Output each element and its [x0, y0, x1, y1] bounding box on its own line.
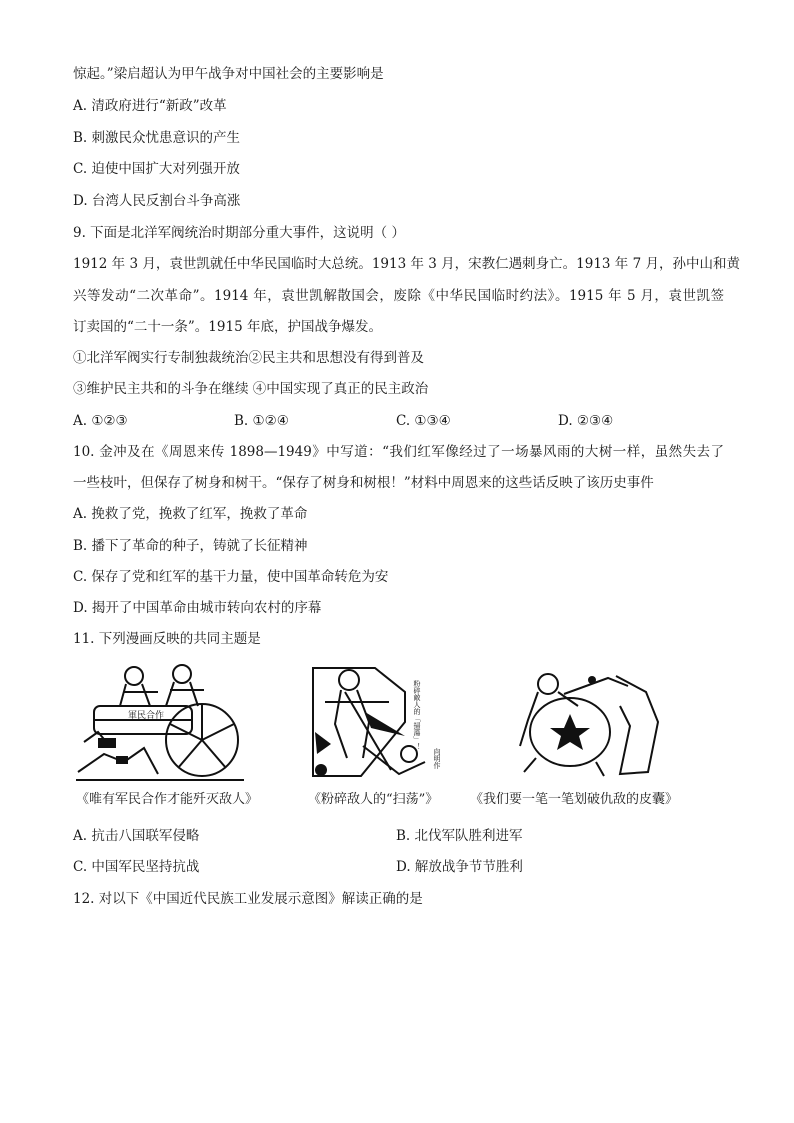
q12-stem: 12. 对以下《中国近代民族工业发展示意图》解读正确的是 [73, 891, 423, 907]
cartoon-3-caption: 《我们要一笔一笔划破仇敌的皮囊》 [470, 792, 679, 807]
q10-option-b: B. 播下了革命的种子，铸就了长征精神 [73, 538, 308, 554]
q10-stem-line-2: 一些枝叶，但保存了树身和树干。“保存了树身和树根！”材料中周恩来的这些话反映了该历史事件 [73, 475, 654, 491]
q11-option-c: C. 中国军民坚持抗战 [73, 859, 200, 875]
q10-option-a: A. 挽救了党，挽救了红军，挽救了革命 [73, 506, 308, 522]
q9-statement-2: ③维护民主共和的斗争在继续 ④中国实现了真正的民主政治 [73, 381, 429, 397]
q8-option-b: B. 刺激民众忧患意识的产生 [73, 130, 241, 146]
q11-option-d: D. 解放战争节节胜利 [396, 859, 523, 875]
cartoon-2-caption: 《粉碎敌人的“扫荡”》 [308, 792, 439, 807]
q11-option-a: A. 抗击八国联军侵略 [73, 828, 200, 844]
cartoon-1-inner-text: 軍民合作 [128, 711, 165, 721]
q9-stem: 9. 下面是北洋军阀统治时期部分重大事件，这说明（ ） [73, 225, 405, 241]
q8-option-c: C. 迫使中国扩大对列强开放 [73, 161, 240, 177]
q8-option-a: A. 清政府进行“新政”改革 [73, 98, 227, 114]
q11-stem: 11. 下列漫画反映的共同主题是 [73, 631, 261, 647]
q10-option-d: D. 揭开了中国革命由城市转向农村的序幕 [73, 600, 322, 616]
q10-option-c: C. 保存了党和红军的基干力量，使中国革命转危为安 [73, 569, 389, 585]
q8-stem-tail: 惊起。”梁启超认为甲午战争对中国社会的主要影响是 [73, 66, 384, 82]
q9-option-b: B. ①②④ [234, 413, 289, 429]
cartoon-smash-mopping-up [305, 662, 445, 782]
q9-material-line-1: 1912 年 3 月，袁世凯就任中华民国临时大总统。1913 年 3 月，宋教仁遇刺身亡。1913 年 7 月，孙中山和黄 [73, 256, 740, 272]
q11-option-b: B. 北伐军队胜利进军 [396, 828, 523, 844]
cartoon-2-inner-text: 粉碎敵人的「掃蕩」！ [413, 680, 421, 750]
cartoon-military-civilian-wheel [74, 662, 246, 782]
cartoon-1-caption: 《唯有军民合作才能歼灭敌人》 [76, 792, 259, 807]
cartoon-pierce-enemy [508, 662, 664, 782]
q10-stem-line-1: 10. 金冲及在《周恩来传 1898—1949》中写道：“我们红军像经过了一场暴风雨的大树一样，虽然失去了 [73, 444, 724, 460]
q9-option-d: D. ②③④ [558, 413, 614, 429]
q9-material-line-2: 兴等发动“二次革命”。1914 年，袁世凯解散国会，废除《中华民国临时约法》。1915 年 5 月，袁世凯签 [73, 288, 724, 304]
cartoon-2-inner-text-2: 向明作 [433, 748, 441, 769]
q9-option-a: A. ①②③ [73, 413, 128, 429]
q9-option-c: C. ①③④ [396, 413, 451, 429]
q8-option-d: D. 台湾人民反割台斗争高涨 [73, 193, 241, 209]
q9-statement-1: ①北洋军阀实行专制独裁统治②民主共和思想没有得到普及 [73, 350, 424, 366]
q9-material-line-3: 订卖国的“二十一条”。1915 年底，护国战争爆发。 [73, 319, 382, 335]
